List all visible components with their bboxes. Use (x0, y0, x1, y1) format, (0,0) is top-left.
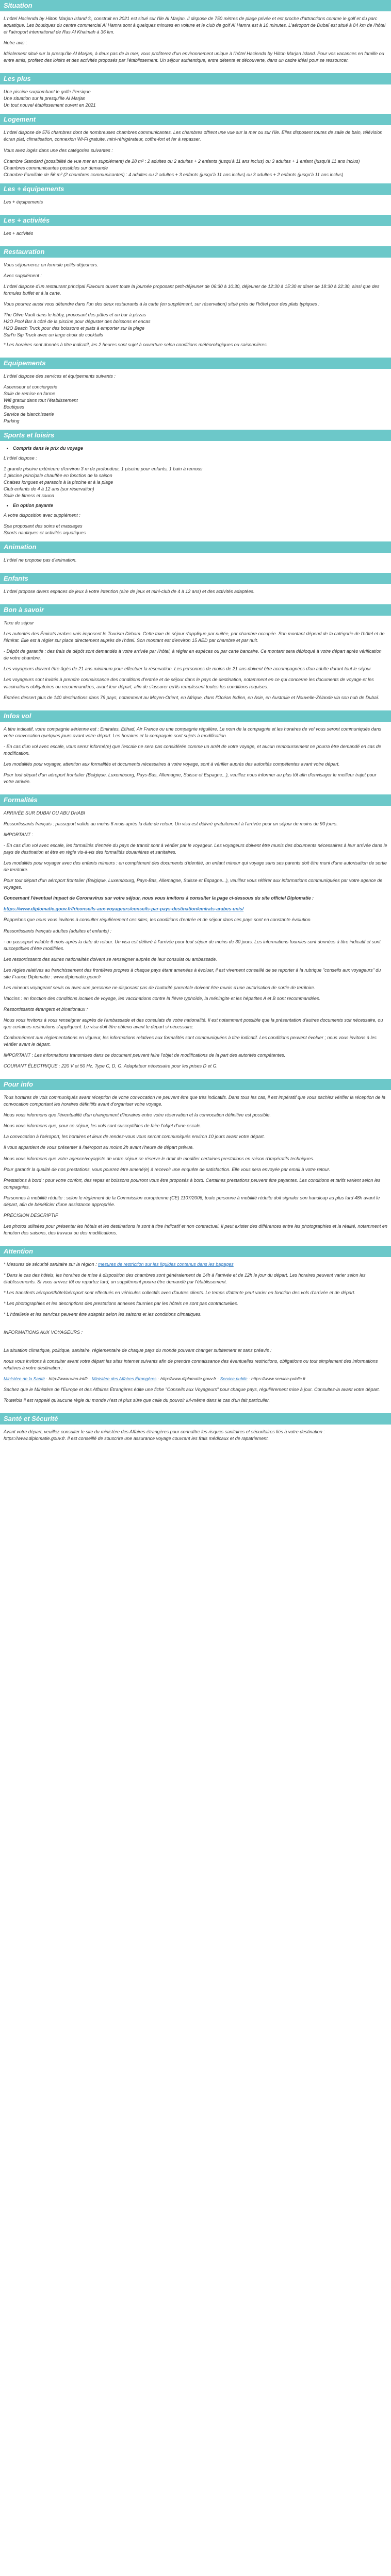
formalites-other-nationalities: Les ressortissants des autres nationalités doivent se renseigner auprès de leur consulat ou ambassade. (4, 956, 217, 962)
sports-included-label: • Compris dans le prix du voyage (13, 445, 387, 452)
section-animation (0, 553, 391, 573)
section-equipements (0, 369, 391, 429)
pour-info-text: Tous horaires de vols communiqués avant réception de votre convocation ne peuvent être que très indicatifs. Dans tous les cas, il est impératif que vous sachiez vérifier la réception de la convocation comportant les horaires définitifs avant d'organiser votre voyage. (4, 1095, 386, 1107)
logement-text: L'hôtel dispose de 576 chambres dont de nombreuses chambres communicantes. Les chambres offrent une vue sur la mer ou sur l'île. Elles disposent toutes de salle de bain, télévision écran plat, climatisation, connexion Wi-Fi gratuite, mini-réfrigérateur, coffre-fort et fer à repasser. (4, 130, 383, 142)
section-equipements-plus (0, 195, 391, 215)
formalites-rules: Les règles relatives au franchissement des frontières propres à chaque pays étant amenées à évoluer, il est vivement conseillé de se reporter à la rubrique "conseils aux voyageurs" du site France Diplomatie : www.diplomatie.gouv.fr (4, 967, 381, 979)
situation-opinion-text: Idéalement situé sur la presqu'île Al Marjan, à deux pas de la mer, vous profiterez d'un environnement unique à l'hôtel Hacienda by Hilton Marjan Island. Pour vos vacances en famille ou entre amis, profitez des loisirs et des activités proposés par l'établissement. Un séjour authentique, entre détente et découverte, dans un cadre idéal pour se ressourcer. (4, 51, 384, 63)
attention-consult: nous vous invitons à consulter avant votre départ les sites internet suivants afin de prendre connaissance des éventuelles restrictions, obligations ou tout simplement des informations relatives à votre destination : (4, 1359, 378, 1371)
infos-vol-frontalier: Pour tout départ d'un aéroport frontalier (Belgique, Luxembourg, Pays-Bas, Allemagne, Suisse et Espagne...), veuillez nous informer au plus tôt afin d'envisager le meilleur trajet pour votre arrivée. (4, 772, 377, 784)
plus-item: Une situation sur la presqu'île Al Marjan (4, 96, 86, 101)
sports-item: Salle de fitness et sauna (4, 493, 55, 498)
bon-savoir-deposit: - Dépôt de garantie : des frais de dépôt sont demandés à votre arrivée par l'hôtel, à régler en espèces ou par carte bancaire. Ce montant sera débloqué à votre départ après vérification de votre chambre. (4, 649, 382, 661)
section-heading-bon-a-savoir: Bon à savoir (0, 604, 391, 616)
attention-transfers: * Les transferts aéroport/hôtel/aéroport sont effectués en véhicules collectifs avec d'autres clients. Le temps d'attente peut varier en fonction des vols d'arrivée et de départ. (4, 1290, 356, 1296)
bon-savoir-conditions: Les voyageurs sont invités à prendre connaissance des conditions d'entrée et de séjour dans le pays de destination, notamment en ce qui concerne les documents de voyage et les vaccinations obligatoires ou recommandées, avant leur départ, afin de s'assurer qu'ils remplissent toutes les conditions requises. (4, 677, 374, 689)
section-logement (0, 125, 391, 183)
sports-paid-item: Spa proposant des soins et massages (4, 523, 83, 529)
section-heading-sports: Sports et loisirs (0, 430, 391, 441)
bon-savoir-tax-label: Taxe de séjour (4, 620, 34, 626)
formalites-important: IMPORTANT : (4, 832, 34, 838)
logement-item: Chambre Familiale de 56 m² (2 chambres communicantes) : 4 adultes ou 2 adultes + 3 enfants (jusqu'à 11 ans inclus) ou 3 adultes + 2 enfants (jusqu'à 11 ans inclus) (4, 172, 344, 177)
restauration-item: The Olive Vault dans le lobby, proposant des pâtes et un bar à pizzas (4, 312, 146, 318)
section-heading-pour-info: Pour info (0, 1079, 391, 1090)
liquids-restriction-link[interactable]: mesures de restriction sur les liquides contenus dans les bagages (98, 1261, 234, 1267)
activites-plus-text: Les + activités (4, 230, 34, 236)
section-heading-formalites: Formalités (0, 794, 391, 806)
infos-vol-text: A titre indicatif, votre compagnie aérienne est : Emirates, Etihad, Air France ou une compagnie régulière. Le nom de la compagnie et les horaires de vol vous seront communiqués dans votre convocation quelques jours avant votre départ. Les horaires et la compagnie sont sujets à modification. (4, 726, 382, 738)
formalites-passport: Ressortissants français : passeport valide au moins 6 mois après la date de retour. Un visa est délivré gratuitement à l'arrivée pour un séjour de moins de 90 jours. (4, 821, 338, 826)
equipements-item: Wifi gratuit dans tout l'établissement (4, 398, 78, 403)
equipements-item: Service de blanchisserie (4, 411, 54, 417)
animation-text: L'hôtel ne propose pas d'animation. (4, 557, 77, 563)
section-heading-equipements: Equipements (0, 358, 391, 369)
section-bon-a-savoir (0, 616, 391, 710)
formalites-frontalier: Pour tout départ d'un aéroport frontalier (Belgique, Luxembourg, Pays-Bas, Allemagne, Suisse et Espagne...), veuillez vous référer aux informations communiquées par votre agence de voyages. (4, 878, 383, 890)
section-sante (0, 1425, 391, 1451)
restauration-item: H2O Pool Bar à côté de la piscine pour déguster des boissons et encas (4, 319, 151, 325)
sports-item: Club enfants de 4 à 12 ans (sur réservation) (4, 486, 94, 492)
attention-fiche: Sachez que le Ministère de l'Europe et des Affaires Étrangères édite une fiche "Conseils aux Voyageurs" pour chaque pays, régulièrement mise à jour. Consultez-la avant votre départ. (4, 1386, 380, 1392)
section-heading-activites-plus: Les + activités (0, 215, 391, 226)
attention-seasons: * L'hôtellerie et les services peuvent être adaptés selon les saisons et les conditions climatiques. (4, 1312, 202, 1317)
equipements-item: Ascenseur et conciergerie (4, 384, 58, 390)
logement-item: Chambres communicantes possibles sur demande (4, 165, 108, 171)
service-public-link[interactable]: Service public (220, 1376, 248, 1382)
section-heading-equipements-plus: Les + équipements (0, 183, 391, 195)
sports-item: Chaises longues et parasols à la piscine et à la plage (4, 479, 113, 485)
section-enfants (0, 584, 391, 604)
attention-photos: * Les photographies et les descriptions des prestations annexes fournies par les hôtels ne sont pas contractuelles. (4, 1301, 238, 1307)
restauration-text: Vous séjournerez en formule petits-déjeuners. (4, 262, 99, 267)
pour-info-onboard: Prestations à bord : pour votre confort, des repas et boissons pourront vous être proposés à bord. Certaines prestations peuvent être payantes. Les conditions et tarifs varient selon les compagnies. (4, 1177, 381, 1190)
attention-situation: La situation climatique, politique, sanitaire, réglementaire de chaque pays du monde pouvant changer subitement et sans préavis : (4, 1348, 272, 1353)
restauration-item: Surf'n Sip Truck avec un large choix de cocktails (4, 332, 103, 338)
plus-item: Une piscine surplombant le golfe Persique (4, 89, 91, 95)
section-heading-sante: Santé et Sécurité (0, 1413, 391, 1425)
affaires-etrangeres-url: http://www.diplomatie.gouv.fr (160, 1376, 216, 1382)
formalites-foreign-label: Ressortissants étrangers et binationaux : (4, 1006, 88, 1012)
formalites-coronavirus: Concernant l'éventuel impact de Coronavirus sur votre séjour, nous vous invitons à consulter la page ci-dessous du site officiel Diplomatie : (4, 895, 314, 901)
formalites-unaccompanied-minors: Les mineurs voyageant seuls ou avec une personne ne disposant pas de l'autorité parentale doivent être munis d'une autorisation de sortie de territoire. (4, 985, 316, 990)
formalites-transit: - En cas d'un vol avec escale, les formalités d'entrée du pays de transit sont à vérifier par le voyageur. Les voyageurs doivent être munis des documents nécessaires à leur arrivée dans le pays de destination et être en règle vis-à-vis des formalités douanières et sanitaires. (4, 843, 387, 855)
formalites-minors: Les modalités pour voyager avec des enfants mineurs : en complément des documents d'identité, un enfant mineur qui voyage sans ses parents doit être muni d'une autorisation de sortie de territoire. (4, 860, 387, 873)
restauration-item: H2O Beach Truck pour des boissons et plats à emporter sur la plage (4, 326, 144, 331)
attention-security-text: * Mesures de sécurité sanitaire sur la région : (4, 1261, 97, 1267)
infos-vol-escale: - En cas d'un vol avec escale, vous serez informé(e) que l'escale ne sera pas considérée comme un arrêt de votre voyage, et aucun remboursement ne pourra être demandé en cas de modification. (4, 743, 381, 756)
section-infos-vol (0, 722, 391, 794)
section-heading-plus: Les plus (0, 73, 391, 84)
sante-text: Avant votre départ, veuillez consulter le site du ministère des Affaires étrangères pour connaître les risques sanitaires et sécuritaires liés à votre destination : https://www.diplomatie.gouv.fr. Il est conseillé de souscrire une assurance voyage couvrant les frais médicaux et de rapatriement. (4, 1429, 325, 1441)
formalites-disclaimer: IMPORTANT : Les informations transmises dans ce document peuvent faire l'objet de modifications de la part des autorités compétentes. (4, 1053, 286, 1058)
section-heading-animation: Animation (0, 541, 391, 553)
sports-paid-item: Sports nautiques et activités aquatiques (4, 530, 86, 536)
formalites-electricity: COURANT ÉLECTRIQUE : 220 V et 50 Hz. Type C, D, G. Adaptateur nécessaire pour les prises D et G. (4, 1063, 218, 1069)
pour-info-precision-label: PRÉCISION DESCRIPTIF (4, 1212, 58, 1218)
pour-info-precision-text: Les photos utilisées pour présenter les hôtels et les destinations le sont à titre indicatif et non contractuel. Il peut exister des différences entre les photographies et la réalité, notamment en fonction des saisons, des travaux ou des modifications. (4, 1223, 387, 1235)
formalites-reminder: Rappelons que nous vous invitons à consulter régulièrement ces sites, les conditions d'entrée et de séjour dans ces pays sont en constante évolution. (4, 917, 312, 923)
pour-info-escale: Nous vous informons que, pour ce séjour, les vols sont susceptibles de faire l'objet d'une escale. (4, 1123, 202, 1129)
diplomatie-link[interactable]: https://www.diplomatie.gouv.fr/fr/conseils-aux-voyageurs/conseils-par-pays-destination/emirats-arabes-unis/ (4, 906, 244, 912)
equipements-item: Boutiques (4, 404, 25, 410)
pour-info-convocation: La convocation à l'aéroport, les horaires et lieux de rendez-vous vous seront communiqués environ 10 jours avant votre départ. (4, 1134, 265, 1140)
situation-text: L'hôtel Hacienda by Hilton Marjan Island ®, construit en 2021 est situé sur l'île Al Marjan. Il dispose de 750 mètres de plage privée et est proche d'attractions comme le golf et du parc aquatique. Les boutiques du centre commercial Al Hamra sont à quelques minutes en voiture et le club de golf Al Hamra est à 10 minutes. L'aéroport de Dubaï est situé à 84 km de l'hôtel et l'aéroport international de Ras Al Khaimah à 36 km. (4, 16, 386, 35)
logement-item: Chambre Standard (possibilité de vue mer en supplément) de 28 m² : 2 adultes ou 2 adultes + 2 enfants (jusqu'à 11 ans inclus) ou 3 adultes + 1 enfant (jusqu'à 11 ans inclus) (4, 158, 360, 164)
pour-info-survey: Pour garantir la qualité de nos prestations, vous pourrez être amené(e) à recevoir une enquête de satisfaction. Elle vous sera envoyée par email à votre retour. (4, 1166, 331, 1172)
bon-savoir-tax-text: Les autorités des Émirats arabes unis imposent le Tourism Dirham. Cette taxe de séjour s'applique par nuitée, par chambre occupée. Son montant dépend de la catégorie de l'hôtel et de l'émirat. Elle est à régler sur place directement auprès de l'hôtel. Son montant est d'environ 15 AED par chambre et par nuit. (4, 631, 385, 643)
section-heading-logement: Logement (0, 114, 391, 125)
equipements-plus-text: Les + équipements (4, 199, 43, 205)
sante-link[interactable]: Ministère de la Santé (4, 1376, 45, 1382)
plus-item: Un tout nouvel établissement ouvert en 2021 (4, 103, 96, 108)
service-public-url: https://www.service-public.fr (251, 1376, 306, 1382)
pour-info-pmr: Personnes à mobilité réduite : selon le règlement de la Commission européenne (CE) 1107/2006, toute personne à mobilité réduite doit signaler son handicap au plus tard 48h avant le départ, afin de bénéficier d'une assistance appropriée. (4, 1195, 380, 1207)
section-heading-attention: Attention (0, 1246, 391, 1257)
section-attention: * Mesures de sécurité sanitaire sur la région : mesures de restriction sur les liquides contenus dans les bagages * Dans le cas des hôtels, les horaires de mise à disposition des chambres sont généralement de 14h à l'arrivée et de 12h le jour du départ. Les horaires peuvent varier selon les établissements. Si vous arrivez tôt ou repartez tard, un supplément pourra être demandé par l'établissement. * Les transferts aéroport/hôtel/aéroport sont effectués en véhicules collectifs avec d'autres clients. Le temps d'attente peut varier en fonction des vols d'arrivée et de départ. * Les photographies et les descriptions des prestations annexes fournies par les hôtels ne sont pas contractuelles. * L'hôtellerie et les services peuvent être adaptés selon les saisons et les conditions climatiques. INFORMATIONS AUX VOYAGEURS : La situation climatique, politique, sanitaire, réglementaire de chaque pays du monde pouvant changer subitement et sans préavis : nous vous invitons à consulter avant votre départ les sites internet suivants afin de prendre connaissance des éventuelles restrictions, obligations ou tout simplement des informations relatives à votre destination : Ministère de la Santé · http://www.who.int/fr · Ministère des Affaires Étrangères · http://www.diplomatie.gouv.fr · Service public · https://www.service-public.fr Sachez que le Ministère de l'Europe et des Affaires Étrangères édite une fiche "Conseils aux Voyageurs" pour chaque pays, régulièrement mise à jour. Consultez-la avant votre départ. Toutefois il est rappelé qu'aucune règle du monde n'est ni plus sûre que celle du pouvoir lui-même dans le cas d'un fait particulier. (0, 1257, 391, 1413)
formalites-vaccines: Vaccins : en fonction des conditions locales de voyage, les vaccinations contre la fièvre typhoïde, la méningite et les hépatites A et B sont recommandées. (4, 995, 320, 1001)
situation-opinion-label: Notre avis : (4, 40, 27, 46)
sports-paid-intro: A votre disposition avec supplément : (4, 512, 80, 518)
section-activites-plus (0, 226, 391, 246)
formalites-arrival: ARRIVÉE SUR DUBAI OU ABU DHABI (4, 810, 85, 816)
restauration-supplement-label: Avec supplément : (4, 273, 42, 278)
sports-intro: L'hôtel dispose : (4, 455, 37, 461)
sante-url: http://www.who.int/fr (48, 1376, 88, 1382)
section-sports (0, 441, 391, 542)
attention-travelers-label: INFORMATIONS AUX VOYAGEURS : (4, 1330, 83, 1335)
pour-info-airport: Il vous appartient de vous présenter à l'aéroport au moins 2h avant l'heure de départ prévue. (4, 1145, 194, 1150)
equipements-item: Parking (4, 418, 20, 423)
section-heading-restauration: Restauration (0, 246, 391, 258)
formalites-french-label: Ressortissants français adultes (adultes et enfants) : (4, 928, 112, 934)
formalites-french-text: - un passeport valable 6 mois après la date de retour. Un visa est délivré à l'arrivée pour tout séjour de moins de 30 jours. Les informations fournies sont données à titre indicatif et sont susceptibles d'être modifiées. (4, 939, 381, 951)
infos-vol-formalites: Les modalités pour voyager, attention aux formalités et documents nécessaires à votre voyage, sont à vérifier auprès des autorités compétentes avant votre départ. (4, 761, 340, 767)
restauration-main-restaurant: L'hôtel dispose d'un restaurant principal Flavours ouvert toute la journée proposant petit-déjeuner de 06:30 à 10:30, déjeuner de 12:30 à 15:30 et dîner de 18:30 à 22:30, ainsi que des formules buffet et à la carte. (4, 283, 380, 296)
restauration-note: * Les horaires sont donnés à titre indicatif, les 2 heures sont sujet à ouverture selon conditions météorologiques ou saisonnières. (4, 342, 268, 348)
pour-info-modifications: Nous vous informons que votre agence/voyagiste de votre séjour se réserve le droit de modifier certaines prestations en raison d'impératifs techniques. (4, 1156, 315, 1161)
bon-savoir-destinations: Entrées dessert plus de 140 destinations dans 79 pays, notamment au Moyen-Orient, en Afrique, dans l'Océan Indien, en Asie, en Australie et Nouvelle-Zélande via son hub de Dubaï. (4, 694, 380, 700)
formalites-foreign-text: Nous vous invitons à vous renseigner auprès de l'ambassade et des consulats de votre nationalité. Il est notamment possible que la présentation d'autres documents soit nécessaire, ou que certaines restrictions s'appliquent. Le visa doit être obtenu avant le départ si nécessaire. (4, 1017, 383, 1029)
bon-savoir-age: Les voyageurs doivent être âgés de 21 ans minimum pour effectuer la réservation. Les personnes de moins de 21 ans doivent être accompagnées d'un adulte durant tout le séjour. (4, 666, 372, 672)
section-restauration (0, 258, 391, 358)
enfants-text: L'hôtel propose divers espaces de jeux à votre intention (aire de jeux et mini-club de 4 à 12 ans) et des activités adaptées. (4, 589, 255, 595)
section-plus (0, 84, 391, 114)
sports-paid-label: • En option payante (13, 502, 387, 509)
affaires-etrangeres-link[interactable]: Ministère des Affaires Étrangères (92, 1376, 157, 1382)
section-heading-infos-vol: Infos vol (0, 710, 391, 722)
equipements-intro: L'hôtel dispose des services et équipements suivants : (4, 374, 116, 379)
section-heading-situation: Situation (0, 0, 391, 11)
equipements-item: Salle de remise en forme (4, 391, 56, 397)
section-heading-enfants: Enfants (0, 573, 391, 584)
attention-checkin: * Dans le cas des hôtels, les horaires de mise à disposition des chambres sont généralement de 14h à l'arrivée et de 12h le jour du départ. Les horaires peuvent varier selon les établissements. Si vous arrivez tôt ou repartez tard, un supplément pourra être demandé par l'établissement. (4, 1272, 366, 1285)
logement-categories-intro: Vous avez logés dans une des catégories suivantes : (4, 147, 113, 153)
section-situation (0, 11, 391, 73)
sports-item: 1 grande piscine extérieure d'environ 3 m de profondeur, 1 piscine pour enfants, 1 bain à remous (4, 466, 203, 471)
section-formalites (0, 806, 391, 1079)
attention-final: Toutefois il est rappelé qu'aucune règle du monde n'est ni plus sûre que celle du pouvoir lui-même dans le cas d'un fait particulier. (4, 1397, 270, 1403)
formalites-regulations: Conformément aux réglementations en vigueur, les informations relatives aux formalités sont communiquées à titre indicatif. Les conditions peuvent évoluer ; nous vous invitons à les vérifier avant le départ. (4, 1035, 377, 1047)
pour-info-schedule: Nous vous informons que l'éventualité d'un changement d'horaires entre votre réservation et la convocation définitive est possible. (4, 1112, 271, 1118)
sports-item: 1 piscine principale chauffée en fonction de la saison (4, 472, 112, 478)
section-pour-info (0, 1090, 391, 1246)
restauration-extra-intro: Vous pourrez aussi vous détendre dans l'un des deux restaurants à la carte (en supplément, sur réservation) situé près de l'hôtel pour des plats typiques : (4, 301, 320, 307)
